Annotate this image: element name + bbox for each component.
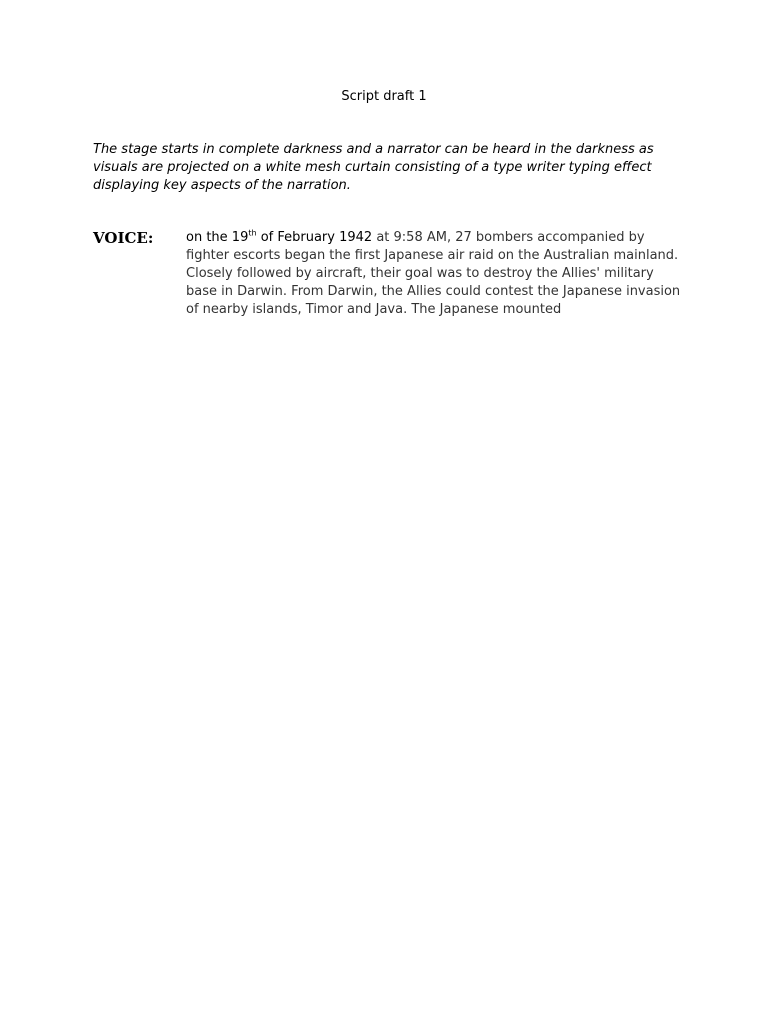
dialogue-ordinal-suffix: th bbox=[248, 228, 257, 238]
dialogue-text bbox=[186, 229, 686, 319]
stage-direction: The stage starts in complete darkness and a narrator can be heard in the darkness as visuals are projected on a white mesh curtain consisting of a type writer typing effect displaying key aspects of the narration. bbox=[93, 142, 654, 193]
dialogue-date-end: of February 1942 bbox=[256, 230, 373, 245]
dialogue-body: at 9:58 AM, 27 bombers accompanied by fighter escorts began the first Japanese air raid on the Australian mainland. Closely followed by aircraft, their goal was to destroy the Allies' military base in Darwin. From Darwin, the Allies could contest the Japanese invasion of nearby islands, Timor and Java. The Japanese mounted bbox=[186, 230, 681, 317]
dialogue-date-start: on the 19 bbox=[186, 230, 249, 245]
document-title: Script draft 1 bbox=[341, 89, 427, 104]
speaker-label: VOICE: bbox=[93, 229, 154, 247]
